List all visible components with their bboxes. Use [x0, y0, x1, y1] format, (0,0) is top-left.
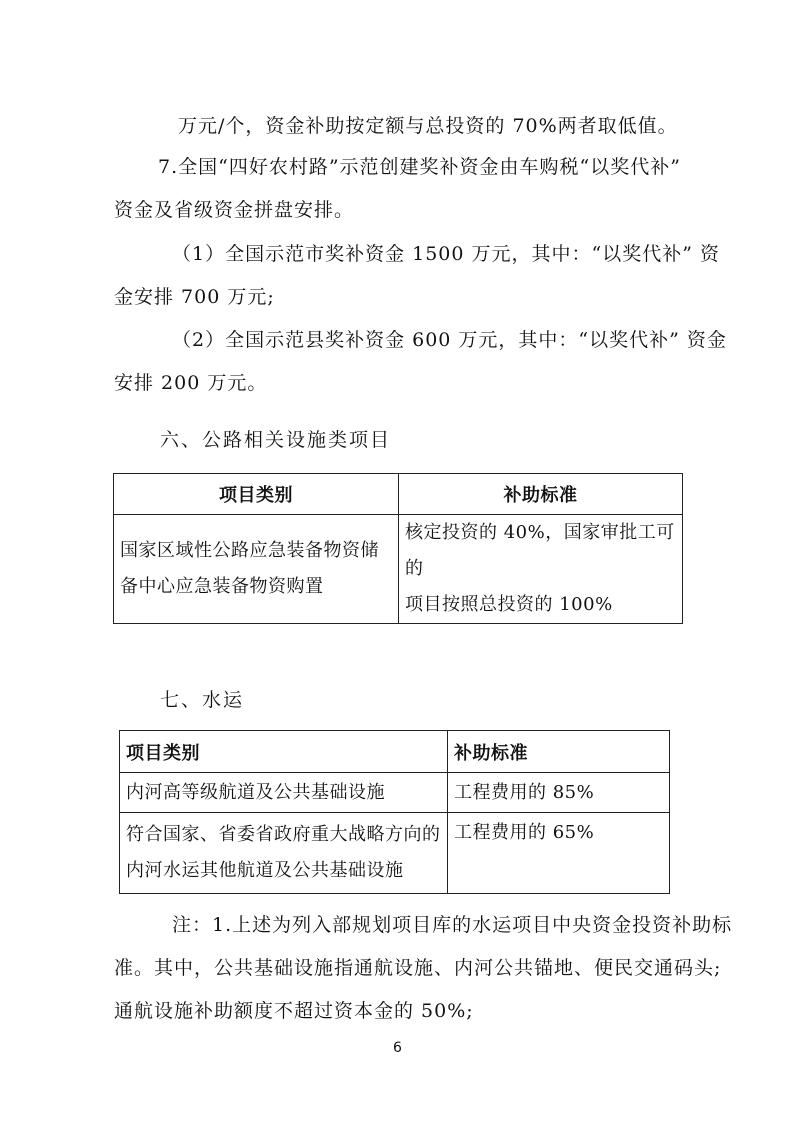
cell-line: 国家区域性公路应急装备物资储: [120, 540, 379, 561]
column-header-standard: 补助标准: [399, 474, 683, 515]
column-header-standard: 补助标准: [448, 731, 670, 773]
table-cell-standard: [448, 773, 670, 813]
cell-line: 工程费用的 85%: [454, 781, 595, 803]
waterway-table: [119, 730, 670, 894]
table-cell-standard: [448, 813, 670, 894]
cell-line: 内河高等级航道及公共基础设施: [126, 781, 385, 803]
note-line: 准。其中，公共基础设施指通航设施、内河公共锚地、便民交通码头;: [114, 957, 722, 979]
page-number: 6: [393, 1040, 402, 1056]
cell-line: 核定投资的 40%，国家审批工可的: [405, 522, 675, 579]
paragraph-line: 金安排 700 万元;: [114, 286, 275, 308]
table-cell-category: [114, 515, 399, 624]
table-header-row: [120, 731, 670, 773]
table-header-row: [114, 474, 683, 515]
column-header-category: 项目类别: [120, 731, 448, 773]
highway-facilities-table: [113, 473, 683, 624]
table-cell-standard: [399, 515, 683, 624]
cell-line: 备中心应急装备物资购置: [120, 576, 324, 597]
table-row: [114, 515, 683, 624]
paragraph-line: 7.全国“四好农村路”示范创建奖补资金由车购税“以奖代补”: [158, 156, 681, 178]
section-heading-waterway: 七、水运: [160, 689, 245, 711]
paragraph-line: （2）全国示范县奖补资金 600 万元，其中：“以奖代补” 资金: [172, 329, 727, 351]
note-line: 注：1.上述为列入部规划项目库的水运项目中央资金投资补助标: [172, 914, 733, 936]
table-cell-category: [120, 813, 448, 894]
column-header-category: 项目类别: [114, 474, 399, 515]
paragraph-line: （1）全国示范市奖补资金 1500 万元，其中：“以奖代补” 资: [172, 243, 720, 265]
cell-line: 项目按照总投资的 100%: [405, 594, 613, 615]
cell-line: 工程费用的 65%: [454, 822, 595, 843]
cell-line: 符合国家、省委省政府重大战略方向的: [126, 824, 441, 845]
note-line: 通航设施补助额度不超过资本金的 50%;: [114, 1000, 474, 1022]
table-row: [120, 773, 670, 813]
paragraph-line: 安排 200 万元。: [114, 372, 268, 394]
paragraph-line: 万元/个，资金补助按定额与总投资的 70%两者取低值。: [178, 115, 678, 137]
table-cell-category: [120, 773, 448, 813]
table-row: [120, 813, 670, 894]
cell-line: 内河水运其他航道及公共基础设施: [126, 860, 404, 881]
section-heading-highway: 六、公路相关设施类项目: [160, 429, 392, 451]
paragraph-line: 资金及省级资金拼盘安排。: [114, 199, 355, 221]
